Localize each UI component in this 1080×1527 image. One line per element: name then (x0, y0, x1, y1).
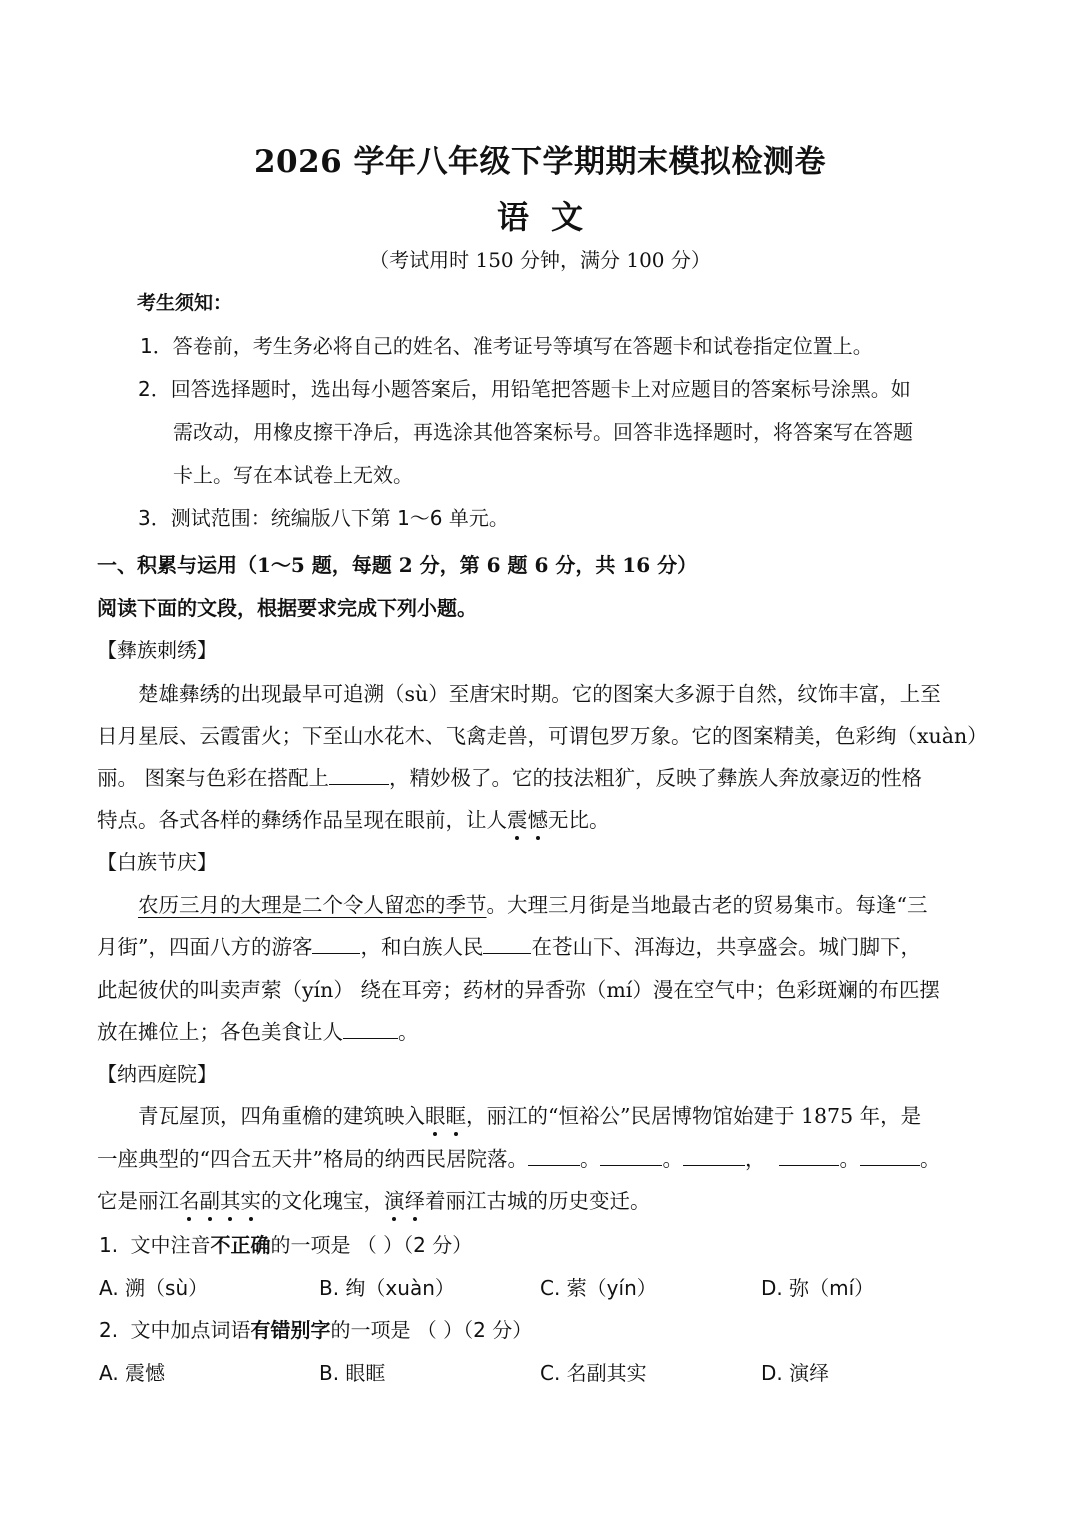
passage-bai-heading: 【白族节庆】 (97, 850, 217, 874)
passage-yi-line3 (97, 761, 922, 791)
passage-bai-line2 (97, 930, 921, 960)
passage-bai-line1 (138, 888, 927, 918)
exam-title: 2026 学年八年级下学期期末模拟检测卷 (253, 144, 827, 180)
passage-text: 月街”，四面八方的游客 (97, 935, 313, 959)
fill-blank[interactable] (600, 1145, 662, 1167)
fill-blank[interactable] (683, 1145, 745, 1167)
fill-blank[interactable] (860, 1145, 920, 1167)
dotted-char: 实 (240, 1189, 261, 1213)
fill-blank[interactable] (528, 1145, 580, 1167)
option-d[interactable]: D. 演绎 (761, 1361, 830, 1385)
option-a[interactable]: A. 震憾 (99, 1361, 166, 1385)
passage-text: 无比。 (548, 808, 610, 832)
passage-bai-line4 (97, 1015, 419, 1045)
passage-yi-line3-start: 丽。 图案与色彩在搭配上 (97, 766, 330, 790)
option-a[interactable]: A. 溯（sù） (99, 1276, 209, 1300)
passage-text: 的文化瑰宝， (261, 1189, 384, 1213)
question-emphasis: 有错别字 (250, 1318, 331, 1342)
passage-yi-line1: 楚雄彝绣的出现最早可追溯（sù）至唐宋时期。它的图案大多源于自然，纹饰丰富，上至 (138, 682, 941, 706)
instruction-2-line3: 卡上。写在本试卷上无效。 (173, 463, 413, 487)
passage-text: ，丽江的“恒裕公”民居博物馆始建于 1875 年，是 (466, 1104, 922, 1128)
passage-naxi-line1 (138, 1099, 921, 1129)
punctuation: 。 (579, 1147, 601, 1171)
passage-text: 它是丽江 (97, 1189, 179, 1213)
question-emphasis: 不正确 (210, 1233, 271, 1257)
option-c[interactable]: C. 萦（yín） (540, 1276, 657, 1300)
passage-yi-heading: 【彝族刺绣】 (97, 638, 217, 662)
passage-text: ，和白族人民 (360, 935, 484, 959)
passage-yi-line2: 日月星辰、云霞雷火；下至山水花木、飞禽走兽，可谓包罗万象。它的图案精美，色彩绚（xuàn） (97, 724, 988, 748)
passage-naxi-line2 (97, 1142, 940, 1172)
passage-yi-line3-end: ，精妙极了。它的技法粗犷，反映了彝族人奔放豪迈的性格 (389, 766, 923, 790)
dotted-char: 名 (179, 1189, 200, 1213)
question-text: 的一项是 （ ）（2 分） (270, 1233, 473, 1257)
punctuation: 。 (839, 1147, 860, 1171)
passage-text: 特点。各式各样的彝绣作品呈现在眼前，让人 (97, 808, 507, 832)
dotted-char: 绎 (404, 1189, 425, 1213)
fill-blank[interactable] (312, 933, 360, 955)
question-text: 文中注音 (130, 1233, 211, 1257)
punctuation: 。 (662, 1147, 683, 1171)
punctuation: ， (744, 1147, 766, 1171)
passage-text: 。大理三月街是当地最古老的贸易集市。每逢“三 (486, 893, 928, 917)
instruction-2-line2: 需改动，用橡皮擦干净后，再选涂其他答案标号。回答非选择题时，将答案写在答题 (173, 420, 913, 444)
passage-naxi-line3 (97, 1184, 651, 1214)
subject-title: 语文 (496, 198, 605, 236)
question-2-stem (99, 1314, 532, 1343)
passage-bai-line3: 此起彼伏的叫卖声萦（yín） 绕在耳旁；药材的异香弥（mí）漫在空气中；色彩斑斓的布匹摆 (97, 978, 940, 1002)
passage-text: 青瓦屋顶，四角重檐的建筑映入 (138, 1104, 425, 1128)
passage-text: 在苍山下、洱海边，共享盛会。城门脚下， (531, 935, 921, 959)
section1-heading: 一、积累与运用（1～5 题，每题 2 分，第 6 题 6 分，共 16 分） (97, 553, 698, 577)
passage-text: 放在摊位上；各色美食让人 (97, 1020, 343, 1044)
question-number: 2. (99, 1318, 119, 1342)
punctuation: 。 (919, 1147, 941, 1171)
passage-text: 着丽江古城的历史变迁。 (425, 1189, 651, 1213)
dotted-char: 副 (199, 1189, 220, 1213)
question-text: 文中加点词语 (130, 1318, 251, 1342)
fill-blank[interactable] (483, 933, 531, 955)
dotted-char: 其 (220, 1189, 241, 1213)
passage-naxi-heading: 【纳西庭院】 (97, 1062, 217, 1086)
fill-blank[interactable] (779, 1145, 839, 1167)
question-number: 1. (99, 1233, 119, 1257)
question-1-stem (99, 1229, 472, 1258)
passage-text: 一座典型的“四合五天井”格局的纳西民居院落。 (97, 1147, 528, 1171)
passage-yi-line4 (97, 803, 610, 833)
fill-blank[interactable] (343, 1018, 398, 1040)
dotted-char: 眼 (425, 1104, 446, 1128)
section1-intro: 阅读下面的文段，根据要求完成下列小题。 (97, 596, 477, 620)
instruction-2-line1: 2．回答选择题时，选出每小题答案后，用铅笔把答题卡上对应题目的答案标号涂黑。如 (138, 377, 911, 401)
underlined-sentence: 农历三月的大理是二个令人留恋的季节 (138, 893, 487, 917)
option-b[interactable]: B. 眼眶 (319, 1361, 386, 1385)
instruction-1: 1．答卷前，考生务必将自己的姓名、准考证号等填写在答题卡和试卷指定位置上。 (140, 334, 873, 358)
option-b[interactable]: B. 绚（xuàn） (319, 1276, 455, 1300)
question-text: 的一项是 （ ）（2 分） (330, 1318, 533, 1342)
dotted-char: 演 (384, 1189, 405, 1213)
instruction-3: 3．测试范围：统编版八下第 1～6 单元。 (138, 506, 509, 530)
dotted-char: 憾 (527, 808, 548, 832)
option-d[interactable]: D. 弥（mí） (761, 1276, 875, 1300)
instructions-heading: 考生须知： (137, 292, 233, 314)
fill-blank[interactable] (329, 764, 389, 786)
dotted-char: 眶 (445, 1104, 466, 1128)
exam-duration-note: （考试用时 150 分钟，满分 100 分） (369, 248, 711, 272)
option-c[interactable]: C. 名副其实 (540, 1361, 647, 1385)
passage-text: 。 (398, 1020, 419, 1044)
dotted-char: 震 (507, 808, 528, 832)
